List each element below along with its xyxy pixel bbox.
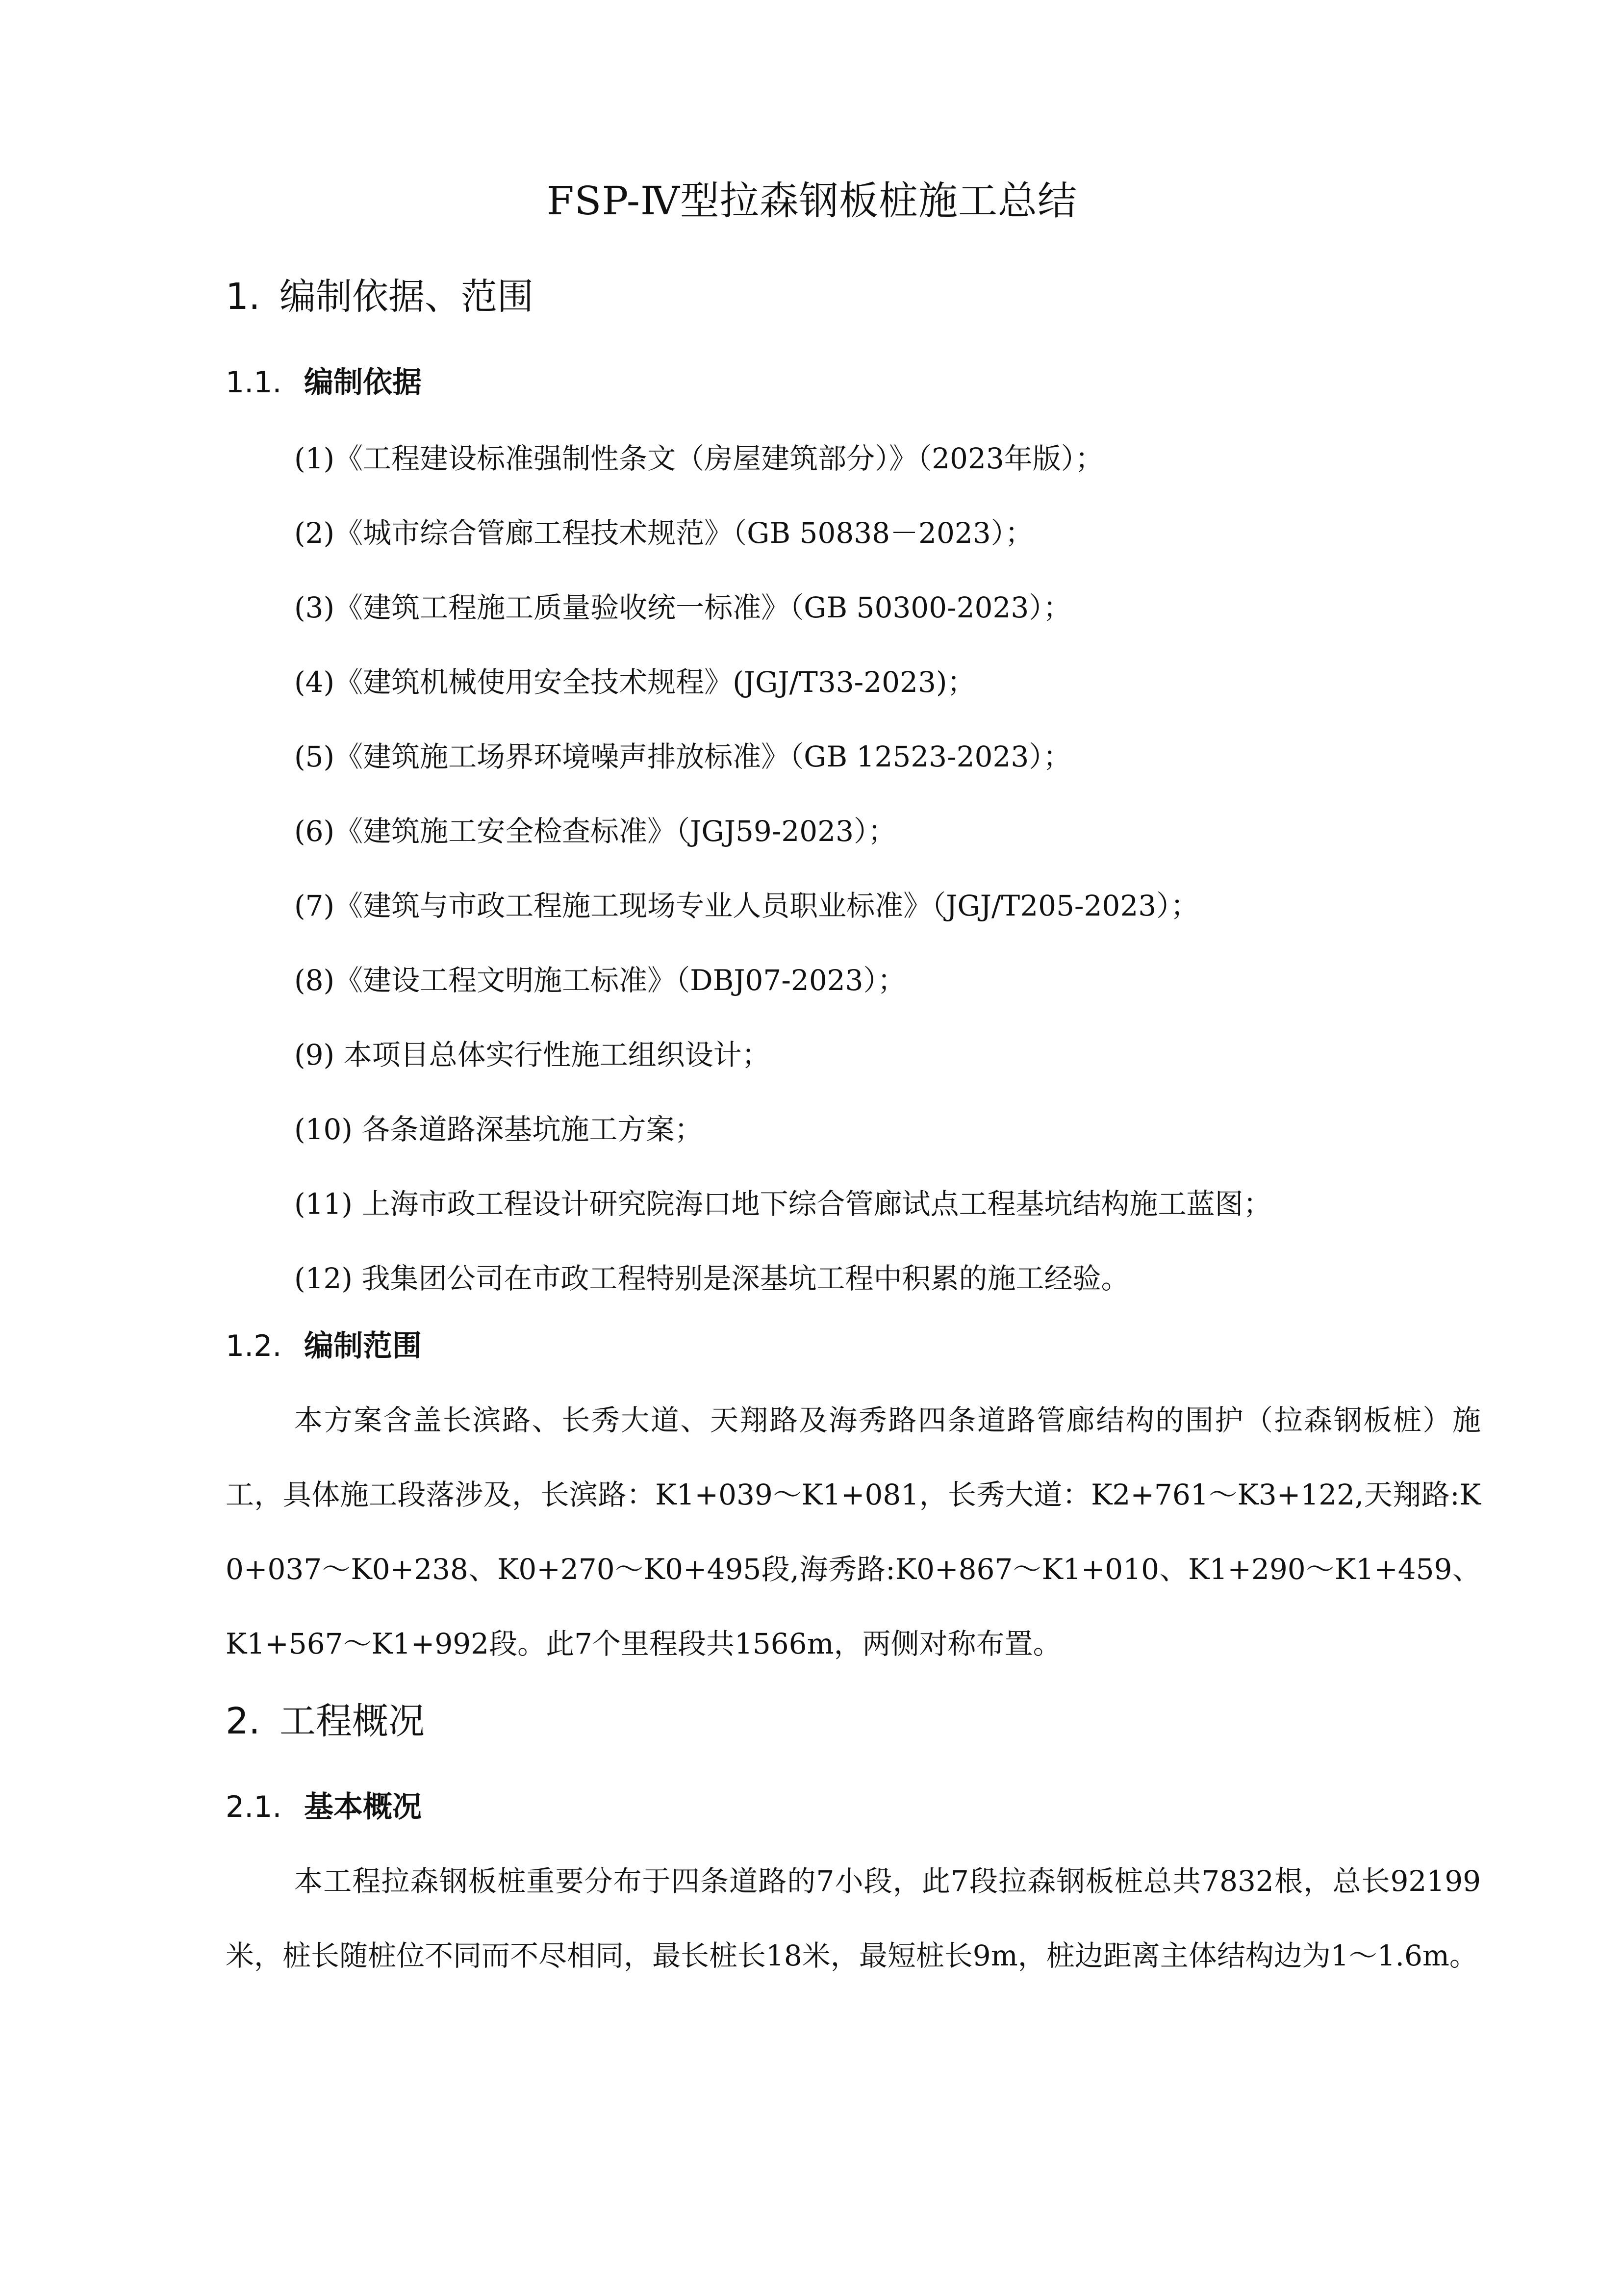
section-2-heading [226,1697,425,1746]
subsection-number: 1.1. [226,365,282,400]
reference-item: (9) 本项目总体实行性施工组织设计； [294,1038,770,1071]
overview-paragraph: 本工程拉森钢板桩重要分布于四条道路的7小段，此7段拉森钢板桩总共7832根，总长92199米，桩长随桩位不同而不尽相同，最长桩长18米，最短桩长9m，桩边距离主体结构边为1～1.6m。 [226,1864,1481,1972]
reference-item: (1)《工程建设标准强制性条文（房屋建筑部分）》（2023年版）； [294,442,1104,475]
document-title: FSP-Ⅳ型拉森钢板桩施工总结 [547,178,1077,224]
reference-item: (12) 我集团公司在市政工程特别是深基坑工程中积累的施工经验。 [294,1262,1130,1295]
reference-item: (11) 上海市政工程设计研究院海口地下综合管廊试点工程基坑结构施工蓝图； [294,1187,1272,1221]
subsection-2-1-heading [226,1785,422,1829]
reference-item: (4)《建筑机械使用安全技术规程》(JGJ/T33-2023)； [294,665,976,699]
reference-item: (10) 各条道路深基坑施工方案； [294,1113,703,1146]
reference-item: (5)《建筑施工场界环境噪声排放标准》（GB 12523-2023）； [294,740,1072,773]
section-number: 1. [226,276,260,318]
subsection-title: 编制范围 [304,1329,422,1363]
reference-item: (2)《城市综合管廊工程技术规范》（GB 50838－2023）； [294,516,1034,550]
subsection-1-2-heading [226,1324,422,1368]
section-title: 工程概况 [279,1700,425,1742]
reference-item: (3)《建筑工程施工质量验收统一标准》（GB 50300-2023）； [294,591,1072,624]
subsection-title: 基本概况 [304,1790,422,1824]
reference-item: (7)《建筑与市政工程施工现场专业人员职业标准》（JGJ/T205-2023）； [294,889,1199,922]
reference-item: (8)《建设工程文明施工标准》（DBJ07-2023）； [294,964,906,997]
subsection-number: 1.2. [226,1329,282,1363]
reference-item: (6)《建筑施工安全检查标准》（JGJ59-2023）； [294,815,896,848]
section-1-heading [226,272,533,321]
subsection-number: 2.1. [226,1790,282,1824]
scope-paragraph: 本方案含盖长滨路、长秀大道、天翔路及海秀路四条道路管廊结构的围护（拉森钢板桩）施工，具体施工段落涉及，长滨路：K1+039～K1+081，长秀大道：K2+761～K3+122,天翔路:K0+037～K0+238、K0+270～K0+495段,海秀路:K0+867～K1+010、K1+290～K1+459、K1+567～K1+992段。此7个里程段共1566m，两侧对称布置。 [226,1403,1481,1660]
subsection-title: 编制依据 [304,365,422,400]
subsection-1-1-heading [226,360,422,405]
section-number: 2. [226,1700,260,1742]
section-title: 编制依据、范围 [279,276,533,318]
